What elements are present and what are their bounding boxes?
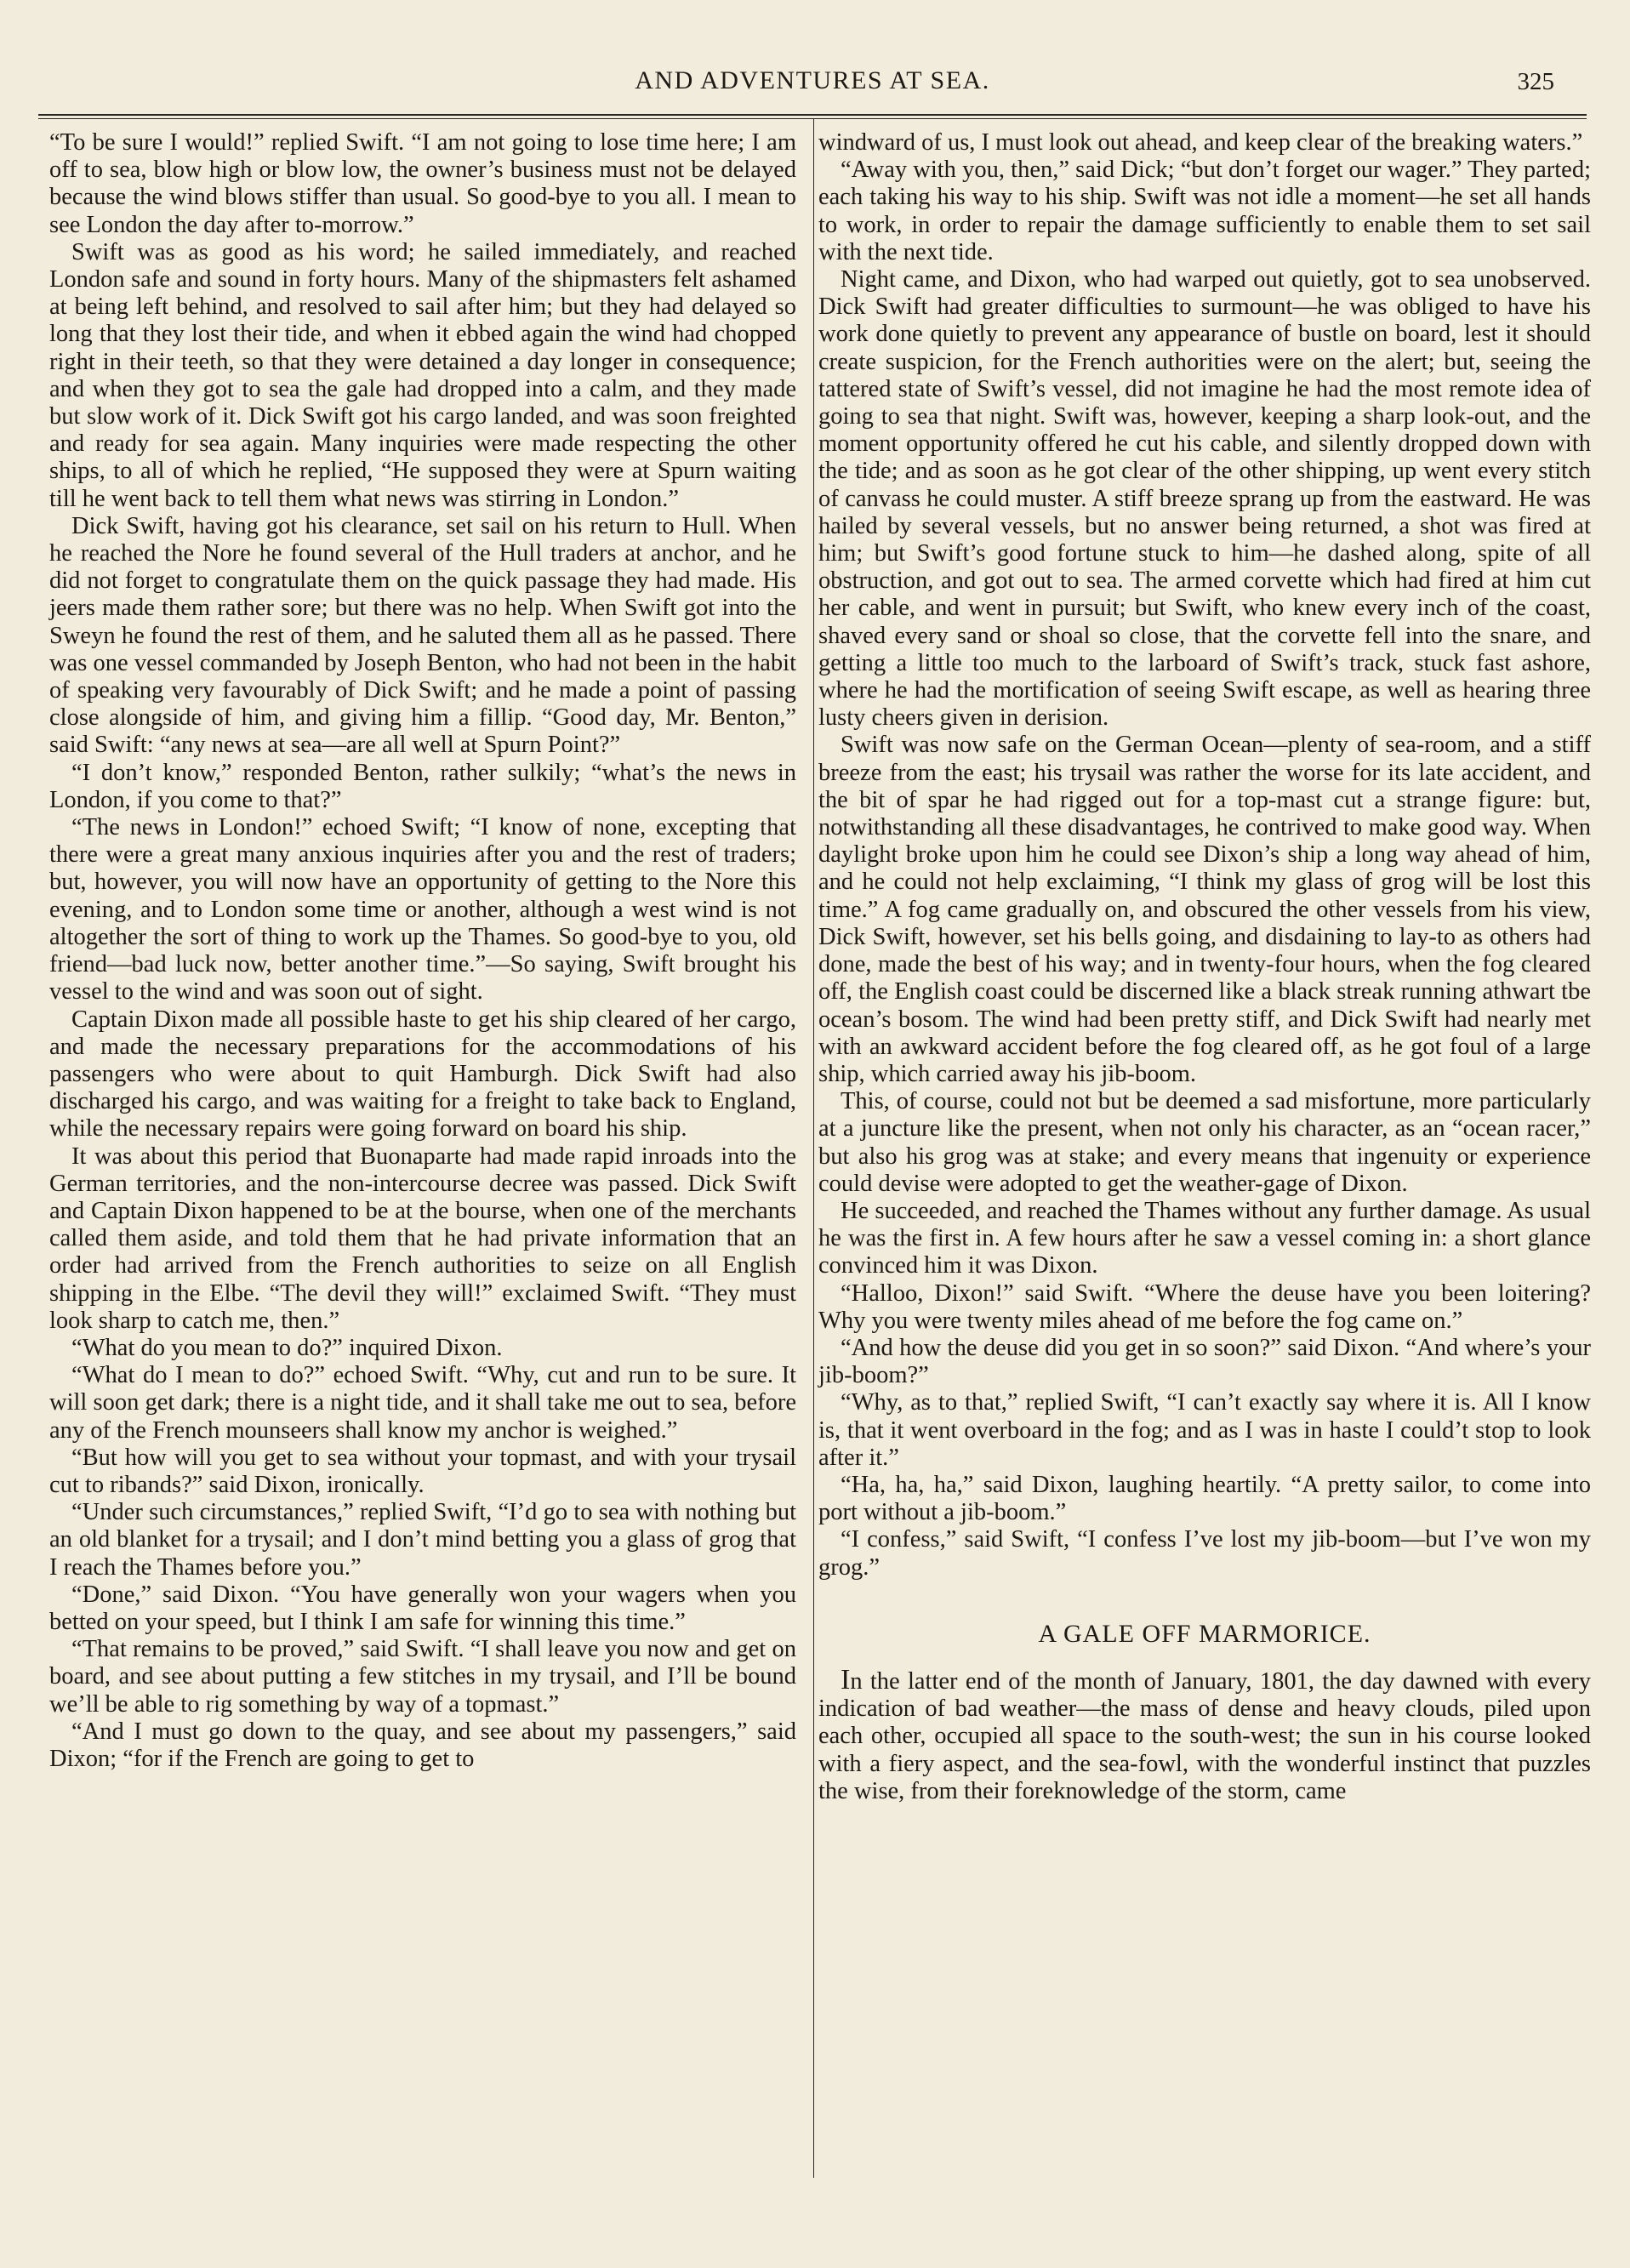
section-heading: A GALE OFF MARMORICE.	[1038, 1619, 1371, 1648]
paragraph: “Why, as to that,” replied Swift, “I can’t exactly say where it is. All I know is, that it went overboard in the fog; and as I was in haste I could’t stop to look after it.”	[818, 1389, 1591, 1471]
paragraph: “And how the deuse did you get in so soon?” said Dixon. “And where’s your jib-boom?”	[818, 1334, 1591, 1389]
paragraph: “But how will you get to sea without your topmast, and with your trysail cut to ribands?” said Dixon, ironically.	[49, 1444, 796, 1498]
left-column	[49, 129, 796, 1773]
paragraph: “To be sure I would!” replied Swift. “I am not going to lose time here; I am off to sea, blow high or blow low, the owner’s business must not be delayed because the wind blows stiffer than usual. So good-bye to you all. I mean to see London the day after to-morrow.”	[49, 129, 796, 238]
header-rule-secondary	[38, 118, 1587, 119]
paragraph: “Under such circumstances,” replied Swift, “I’d go to sea with nothing but an old blanket for a trysail; and I don’t mind betting you a glass of grog that I reach the Thames before you.”	[49, 1499, 796, 1581]
paragraph: “That remains to be proved,” said Swift. “I shall leave you now and get on board, and see about putting a few stitches in my trysail, and I’ll be bound we’ll be able to rig something by way of a topmast.”	[49, 1636, 796, 1718]
paragraph: “What do I mean to do?” echoed Swift. “Why, cut and run to be sure. It will soon get dark; there is a night tide, and it shall take me out to sea, before any of the French mounseers shall know my anchor is weighed.”	[49, 1362, 796, 1444]
paragraph: “I confess,” said Swift, “I confess I’ve lost my jib-boom—but I’ve won my grog.”	[818, 1526, 1591, 1581]
paragraph: Captain Dixon made all possible haste to get his ship cleared of her cargo, and made the necessary preparations for the accommodations of his passengers who were about to quit Hamburgh. Dick Swift had also discharged his cargo, and was waiting for a freight to take back to England, while the necessary repairs were going forward on board his ship.	[49, 1006, 796, 1143]
paragraph: “The news in London!” echoed Swift; “I know of none, excepting that there were a great many anxious inquiries after you and the rest of traders; but, however, you will now have an opportunity of getting to the Nore this evening, and to London some time or another, although a west wind is not altogether the sort of thing to work up the Thames. So good-bye to you, old friend—bad luck now, better another time.”—So saying, Swift brought his vessel to the wind and was soon out of sight.	[49, 814, 796, 1006]
paragraph: Dick Swift, having got his clearance, set sail on his return to Hull. When he reached the Nore he found several of the Hull traders at anchor, and he did not forget to congratulate them on the quick passage they had made. His jeers made them rather sore; but there was no help. When Swift got into the Sweyn he found the rest of them, and he saluted them all as he passed. There was one vessel commanded by Joseph Benton, who had not been in the habit of speaking very favourably of Dick Swift; and he made a point of passing close alongside of him, and giving him a fillip. “Good day, Mr. Benton,” said Swift: “any news at sea—are all well at Spurn Point?”	[49, 512, 796, 759]
running-head	[38, 66, 1587, 109]
section-paragraph: In the latter end of the month of January, 1801, the day dawned with every indication of bad weather—the mass of dense and heavy clouds, piled upon each other, occupied all space to the south-west; the sun in his course looked with a fiery aspect, and the sea-fowl, with the wonderful instinct that puzzles the wise, from their foreknowledge of the storm, came	[818, 1663, 1591, 1804]
column-divider	[813, 119, 814, 2178]
paragraph: It was about this period that Buonaparte had made rapid inroads into the German territories, and the non-intercourse decree was passed. Dick Swift and Captain Dixon happened to be at the bourse, when one of the merchants called them aside, and told them that he had private information that an order had arrived from the French authorities to seize on all English shipping in the Elbe. “The devil they will!” exclaimed Swift. “They must look sharp to catch me, then.”	[49, 1143, 796, 1334]
right-column	[818, 129, 1591, 1805]
page-number: 325	[1517, 68, 1554, 95]
paragraph: “And I must go down to the quay, and see about my passengers,” said Dixon; “for if the French are going to get to	[49, 1718, 796, 1772]
paragraph: “Away with you, then,” said Dick; “but don’t forget our wager.” They parted; each taking his way to his ship. Swift was not idle a moment—he set all hands to work, in order to repair the damage sufficiently to enable them to set sail with the next tide.	[818, 157, 1591, 265]
paragraph: Swift was now safe on the German Ocean—plenty of sea-room, and a stiff breeze from the east; his trysail was rather the worse for its late accident, and the bit of spar he had rigged out for a top-mast cut a strange figure: but, notwithstanding all these disadvantages, he contrived to make good way. When daylight broke upon him he could see Dixon’s ship a long way ahead of him, and he could not help exclaiming, “I think my glass of grog will be lost this time.” A fog came gradually on, and obscured the other vessels from his view, Dick Swift, however, set his bells going, and disdaining to lay-to as others had done, made the best of his way; and in twenty-four hours, when the fog cleared off, the English coast could be discerned like a black streak running athwart tbe ocean’s bosom. The wind had been pretty stiff, and Dick Swift had nearly met with an awkward accident before the fog cleared off, as he got foul of a large ship, which carried away his jib-boom.	[818, 732, 1591, 1087]
paragraph: “Ha, ha, ha,” said Dixon, laughing heartily. “A pretty sailor, to come into port without a jib-boom.”	[818, 1471, 1591, 1526]
paragraph: “What do you mean to do?” inquired Dixon.	[71, 1334, 503, 1361]
paragraph: “I don’t know,” responded Benton, rather sulkily; “what’s the news in London, if you come to that?”	[49, 759, 796, 813]
paragraph: This, of course, could not but be deemed a sad misfortune, more particularly at a juncture like the present, when not only his character, as an “ocean racer,” but also his grog was at stake; and every means that ingenuity or experience could devise were adopted to get the weather-gage of Dixon.	[818, 1088, 1591, 1197]
paragraph: Swift was as good as his word; he sailed immediately, and reached London safe and sound in forty hours. Many of the shipmasters felt ashamed at being left behind, and resolved to sail after him; but they had delayed so long that they lost their tide, and when it ebbed again the wind had chopped right in their teeth, so that they were detained a day longer in consequence; and when they got to sea the gale had dropped into a calm, and they made but slow work of it. Dick Swift got his cargo landed, and was soon freighted and ready for sea again. Many inquiries were made respecting the other ships, to all of which he replied, “He supposed they were at Spurn waiting till he went back to tell them what news was stirring in London.”	[49, 238, 796, 512]
paragraph: He succeeded, and reached the Thames without any further damage. As usual he was the first in. A few hours after he saw a vessel coming in: a short glance convinced him it was Dixon.	[818, 1197, 1591, 1279]
paragraph: “Halloo, Dixon!” said Swift. “Where the deuse have you been loitering? Why you were twenty miles ahead of me before the fog came on.”	[818, 1279, 1591, 1334]
header-rule	[38, 114, 1587, 116]
paragraph: windward of us, I must look out ahead, and keep clear of the breaking waters.”	[818, 129, 1583, 156]
paragraph: Night came, and Dixon, who had warped out quietly, got to sea unobserved. Dick Swift had greater difficulties to surmount—he was obliged to have his work done quietly to prevent any appearance of bustle on board, lest it should create suspicion, for the French authorities were on the alert; but, seeing the tattered state of Swift’s vessel, did not imagine he had the most remote idea of going to sea that night. Swift was, however, keeping a sharp look-out, and the moment opportunity offered he cut his cable, and silently dropped down with the tide; and as soon as he got clear of the other shipping, up went every stitch of canvass he could muster. A stiff breeze sprang up from the eastward. He was hailed by several vessels, but no answer being returned, a shot was fired at him; but Swift’s good fortune stuck to him—he dashed along, spite of all obstruction, and got out to sea. The armed corvette which had fired at him cut her cable, and went in pursuit; but Swift, who knew every inch of the coast, shaved every sand or shoal so close, that the corvette fell into the snare, and getting a little too much to the larboard of Swift’s track, stuck fast ashore, where he had the mortification of seeing Swift escape, as well as hearing three lusty cheers given in derision.	[818, 266, 1591, 732]
running-title: AND ADVENTURES AT SEA.	[635, 66, 990, 94]
paragraph: “Done,” said Dixon. “You have generally won your wagers when you betted on your speed, but I think I am safe for winning this time.”	[49, 1581, 796, 1635]
